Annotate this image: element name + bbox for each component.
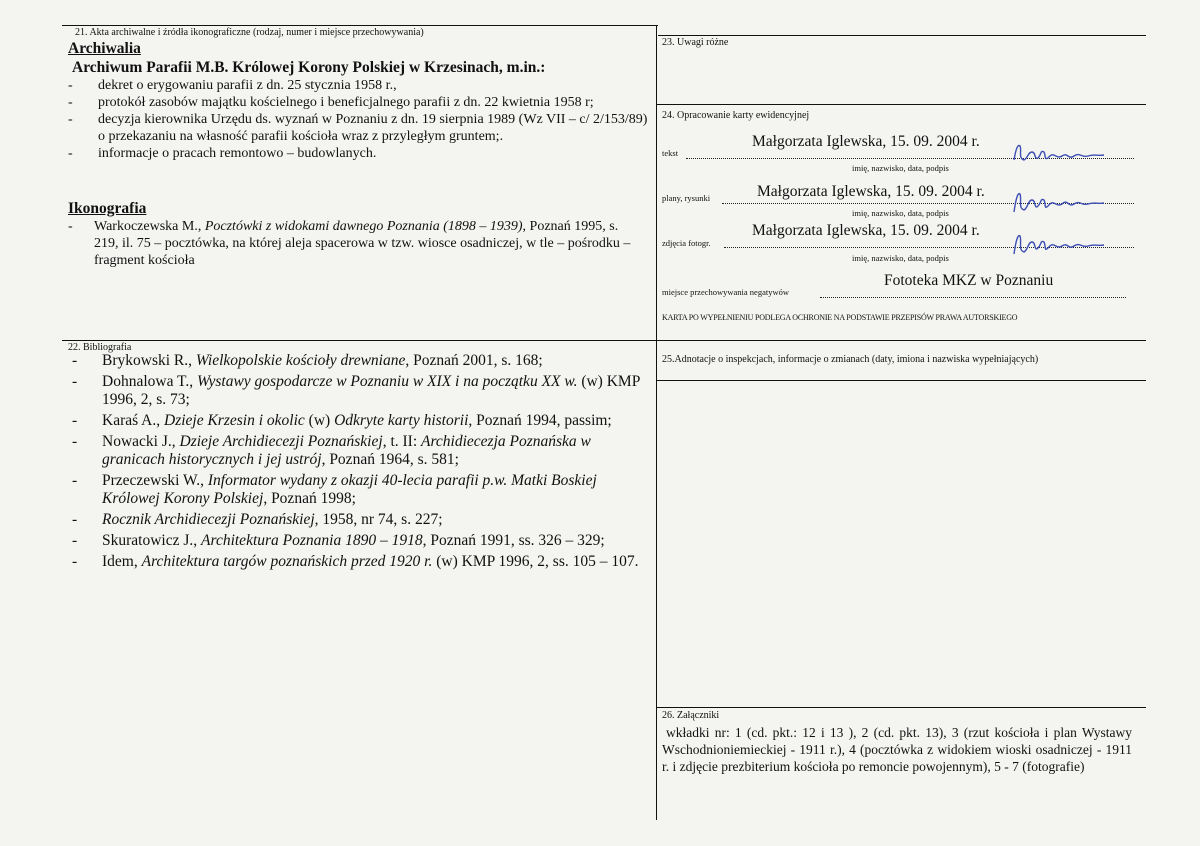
list-item: - informacje o pracach remontowo – budowlanych.	[68, 146, 377, 161]
text-prefix: tekst	[662, 148, 679, 158]
sec24-label: 24. Opracowanie karty ewidencyjnej	[662, 110, 810, 121]
top-border-right	[658, 35, 1146, 36]
sec24-top-line	[656, 104, 1146, 105]
sec23-label: 23. Uwagi różne	[662, 37, 729, 48]
list-item: - Skuratowicz J., Architektura Poznania 1890 – 1918, Poznań 1991, ss. 326 – 329;	[72, 532, 605, 549]
list-item: - Karaś A., Dzieje Krzesin i okolic (w) Odkryte karty historii, Poznań 1994, passim;	[72, 412, 612, 429]
plans-caption: imię, nazwisko, data, podpis	[852, 208, 949, 218]
sec25-label: 25.Adnotacje o inspekcjach, informacje o zmianach (daty, imiona i nazwiska wypełniających)	[662, 354, 1039, 365]
sec25-line	[656, 380, 1146, 381]
signature-photos	[1010, 228, 1110, 262]
photos-author: Małgorzata Iglewska, 15. 09. 2004 r.	[752, 222, 980, 239]
photos-prefix: zdjęcia fotogr.	[662, 238, 711, 248]
copyright-notice: KARTA PO WYPEŁNIENIU PODLEGA OCHRONIE NA PODSTAWIE PRZEPISÓW PRAWA AUTORSKIEGO	[662, 313, 1018, 322]
list-item: - Nowacki J., Dzieje Archidiecezji Poznańskiej, t. II: Archidiecezja Poznańska w granicach historycznych i jej ustrój, Poznań 1964, s. 581;	[72, 433, 591, 468]
negatives-location: Fototeka MKZ w Poznaniu	[884, 272, 1054, 289]
negatives-dotline	[820, 297, 1126, 298]
list-item: - Rocznik Archidiecezji Poznańskiej, 1958, nr 74, s. 227;	[72, 511, 443, 528]
list-item: - protokół zasobów majątku kościelnego i beneficjalnego parafii z dn. 22 kwietnia 1958 r;	[68, 95, 594, 110]
sec21-label: 21. Akta archiwalne i źródła ikonograficzne (rodzaj, numer i miejsce przechowywania)	[75, 27, 424, 38]
list-item: - Idem, Architektura targów poznańskich przed 1920 r. (w) KMP 1996, 2, ss. 105 – 107.	[72, 553, 639, 570]
archive-name: Archiwum Parafii M.B. Królowej Korony Polskiej w Krzesinach, m.in.:	[72, 59, 546, 76]
ikonografia-entry	[68, 218, 646, 269]
signature-plans	[1010, 184, 1110, 218]
photos-caption: imię, nazwisko, data, podpis	[852, 253, 949, 263]
archiwalia-heading: Archiwalia	[68, 40, 141, 57]
list-item: - Dohnalowa T., Wystawy gospodarcze w Poznaniu w XIX i na początku XX w. (w) KMP 1996, 2, s. 73;	[72, 373, 640, 408]
list-item: - Brykowski R., Wielkopolskie kościoły drewniane, Poznań 2001, s. 168;	[72, 352, 543, 369]
text-author: Małgorzata Iglewska, 15. 09. 2004 r.	[752, 133, 980, 150]
archive-items	[68, 77, 652, 162]
sec22-label: 22. Bibliografia	[68, 342, 132, 353]
center-divider	[656, 25, 657, 820]
list-item: - Przeczewski W., Informator wydany z okazji 40-lecia parafii p.w. Matki Boskiej Królowej Korony Polskiej, Poznań 1998;	[72, 472, 597, 507]
top-border-left	[62, 25, 658, 26]
list-item: - decyzja kierownika Urzędu ds. wyznań w Poznaniu z dn. 19 sierpnia 1989 (Wz VII – c/ 2/153/89) o przekazaniu na własność parafii kościoła wraz z przyległym gruntem;.	[68, 112, 648, 144]
plans-author: Małgorzata Iglewska, 15. 09. 2004 r.	[757, 183, 985, 200]
row-divider-left	[62, 340, 656, 341]
row-divider-right	[656, 340, 1146, 341]
negatives-prefix: miejsce przechowywania negatywów	[662, 287, 789, 297]
list-item: - dekret o erygowaniu parafii z dn. 25 stycznia 1958 r.,	[68, 78, 397, 93]
plans-prefix: plany, rysunki	[662, 193, 711, 203]
sec26-label: 26. Załączniki	[662, 710, 720, 721]
signature-text	[1010, 138, 1110, 168]
ikonografia-heading: Ikonografia	[68, 200, 147, 217]
attachments-text: wkładki nr: 1 (cd. pkt.: 12 i 13 ), 2 (cd. pkt. 13), 3 (rzut kościoła i plan Wystawy Wschodnioniemieckiej - 1911 r.), 4 (pocztówka z widokiem wioski osadniczej - 1911 r. i zdjęcie prezbiterium kościoła po remoncie powojennym), 5 - 7 (fotografie)	[662, 725, 1132, 774]
text-caption: imię, nazwisko, data, podpis	[852, 163, 949, 173]
sec26-top-line	[656, 707, 1146, 708]
bibliography-list	[72, 352, 650, 571]
list-item: - Warkoczewska M., Pocztówki z widokami dawnego Poznania (1898 – 1939), Poznań 1995, s. 219, il. 75 – pocztówka, na której aleja spacerowa w tzw. wiosce osadniczej, w tle – pośrodku – fragment kościoła	[68, 219, 631, 268]
